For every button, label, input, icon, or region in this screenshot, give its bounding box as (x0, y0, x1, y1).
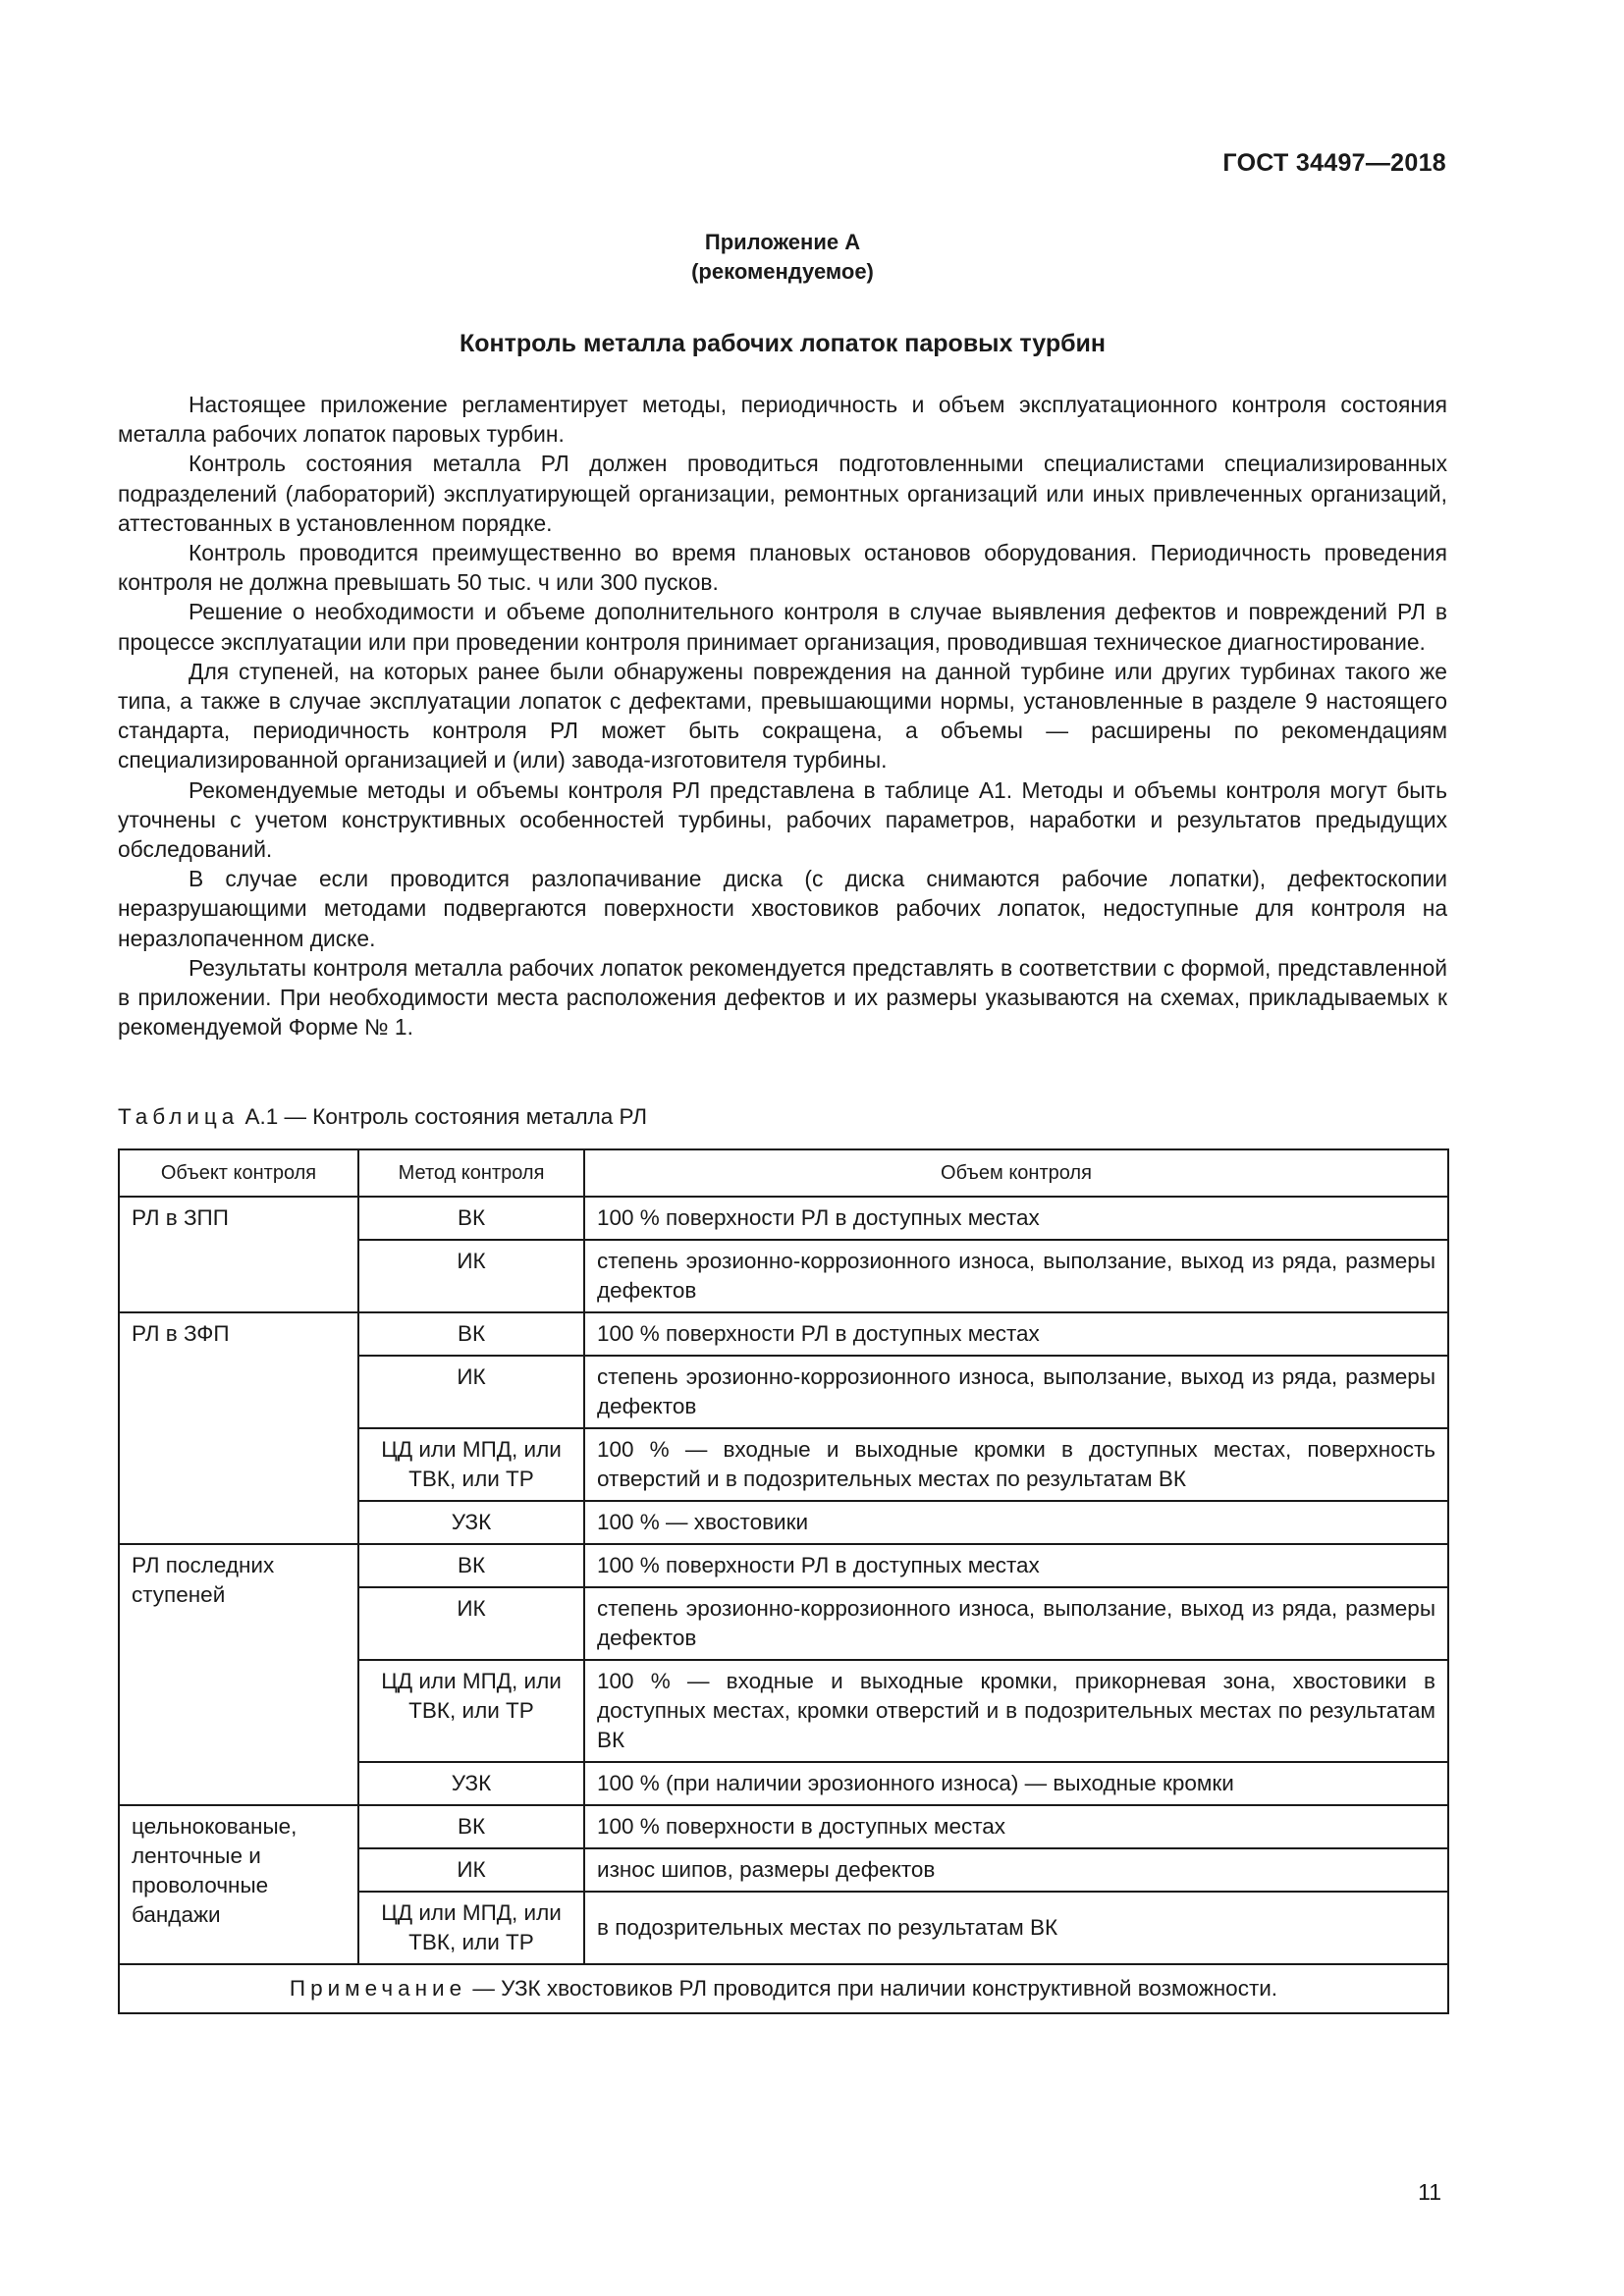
scope-cell: степень эрозионно-коррозионного износа, выползание, выход из ряда, размеры дефектов (584, 1240, 1448, 1312)
control-table (118, 1148, 1449, 2014)
method-cell: ИК (358, 1356, 584, 1428)
scope-cell: 100 % (при наличии эрозионного износа) — выходные кромки (584, 1762, 1448, 1805)
object-cell: РЛ в ЗФП (119, 1312, 358, 1544)
body-text (118, 390, 1447, 1041)
method-cell: ВК (358, 1312, 584, 1356)
method-cell: ИК (358, 1587, 584, 1660)
table-caption (118, 1104, 647, 1130)
appendix-status: (рекомендуемое) (691, 259, 874, 284)
scope-cell: 100 % — хвостовики (584, 1501, 1448, 1544)
note-text: — УЗК хвостовиков РЛ проводится при наличии конструктивной возможности. (472, 1976, 1278, 2001)
method-cell: УЗК (358, 1762, 584, 1805)
scope-cell: в подозрительных местах по результатам ВК (584, 1892, 1448, 1964)
object-cell: цельнокованые, ленточные и проволочные бандажи (119, 1805, 358, 1964)
method-cell: ВК (358, 1197, 584, 1240)
header-scope: Объем контроля (584, 1149, 1448, 1197)
table-row (119, 1312, 1448, 1356)
scope-cell: износ шипов, размеры дефектов (584, 1848, 1448, 1892)
paragraph: Для ступеней, на которых ранее были обнаружены повреждения на данной турбине или других турбинах такого же типа, а также в случае эксплуатации лопаток с дефектами, превышающими нормы, установленные в разделе 9 настоящего стандарта, периодичность контроля РЛ может быть сокращена, а объемы — расширены по рекомендациям специализированной организацией и (или) завода-изготовителя турбины. (118, 658, 1447, 774)
appendix-label: Приложение А (704, 230, 861, 254)
table-header-row (119, 1149, 1448, 1197)
method-cell: ЦД или МПД, или ТВК, или ТР (358, 1660, 584, 1762)
header-object: Объект контроля (119, 1149, 358, 1197)
scope-cell: 100 % — входные и выходные кромки в доступных местах, поверхность отверстий и в подозрительных местах по результатам ВК (584, 1428, 1448, 1501)
method-cell: ИК (358, 1848, 584, 1892)
table-row (119, 1805, 1448, 1848)
scope-cell: 100 % поверхности РЛ в доступных местах (584, 1544, 1448, 1587)
object-cell: РЛ последних ступеней (119, 1544, 358, 1805)
method-cell: ИК (358, 1240, 584, 1312)
scope-cell: степень эрозионно-коррозионного износа, выползание, выход из ряда, размеры дефектов (584, 1587, 1448, 1660)
scope-cell: 100 % поверхности в доступных местах (584, 1805, 1448, 1848)
paragraph: Контроль состояния металла РЛ должен проводиться подготовленными специалистами специализированных подразделений (лабораторий) эксплуатирующей организации, ремонтных организаций или иных привлеченных организаций, аттестованных в установленном порядке. (118, 451, 1447, 536)
paragraph: Рекомендуемые методы и объемы контроля РЛ представлена в таблице А1. Методы и объемы контроля могут быть уточнены с учетом конструктивных особенностей турбины, рабочих параметров, наработки и результатов предыдущих обследований. (118, 776, 1447, 863)
method-cell: ЦД или МПД, или ТВК, или ТР (358, 1892, 584, 1964)
paragraph: В случае если проводится разлопачивание диска (с диска снимаются рабочие лопатки), дефектоскопии неразрушающими методами подвергаются поверхности хвостовиков рабочих лопаток, недоступные для контроля на неразлопаченном диске. (118, 866, 1447, 951)
method-cell: УЗК (358, 1501, 584, 1544)
table-caption-text: А.1 — Контроль состояния металла РЛ (244, 1104, 648, 1129)
table-row (119, 1544, 1448, 1587)
scope-cell: 100 % — входные и выходные кромки, прикорневая зона, хвостовики в доступных местах, кромки отверстий и в подозрительных местах по результатам ВК (584, 1660, 1448, 1762)
scope-cell: степень эрозионно-коррозионного износа, выползание, выход из ряда, размеры дефектов (584, 1356, 1448, 1428)
section-title: Контроль металла рабочих лопаток паровых турбин (459, 330, 1107, 357)
appendix-heading (0, 228, 1565, 287)
note-label: Примечание (289, 1976, 467, 2001)
method-cell: ВК (358, 1544, 584, 1587)
object-cell: РЛ в ЗПП (119, 1197, 358, 1312)
paragraph: Контроль проводится преимущественно во время плановых остановов оборудования. Периодичность проведения контроля не должна превышать 50 тыс. ч или 300 пусков. (118, 540, 1447, 596)
paragraph: Настоящее приложение регламентирует методы, периодичность и объем эксплуатационного контроля состояния металла рабочих лопаток паровых турбин. (118, 392, 1447, 448)
scope-cell: 100 % поверхности РЛ в доступных местах (584, 1197, 1448, 1240)
header-method: Метод контроля (358, 1149, 584, 1197)
table-row (119, 1197, 1448, 1240)
table-caption-label: Таблица (118, 1104, 240, 1129)
scope-cell: 100 % поверхности РЛ в доступных местах (584, 1312, 1448, 1356)
table-note (119, 1964, 1448, 2013)
paragraph: Решение о необходимости и объеме дополнительного контроля в случае выявления дефектов и повреждений РЛ в процессе эксплуатации или при проведении контроля принимает организация, проводившая техническое диагностирование. (118, 599, 1447, 655)
method-cell: ВК (358, 1805, 584, 1848)
page-number: 11 (1418, 2179, 1441, 2205)
table-note-row (119, 1964, 1448, 2013)
document-designation: ГОСТ 34497—2018 (1222, 149, 1446, 177)
paragraph: Результаты контроля металла рабочих лопаток рекомендуется представлять в соответствии с формой, представленной в приложении. При необходимости места расположения дефектов и их размеры указываются на схемах, прикладываемых к рекомендуемой Форме № 1. (118, 954, 1447, 1041)
method-cell: ЦД или МПД, или ТВК, или ТР (358, 1428, 584, 1501)
